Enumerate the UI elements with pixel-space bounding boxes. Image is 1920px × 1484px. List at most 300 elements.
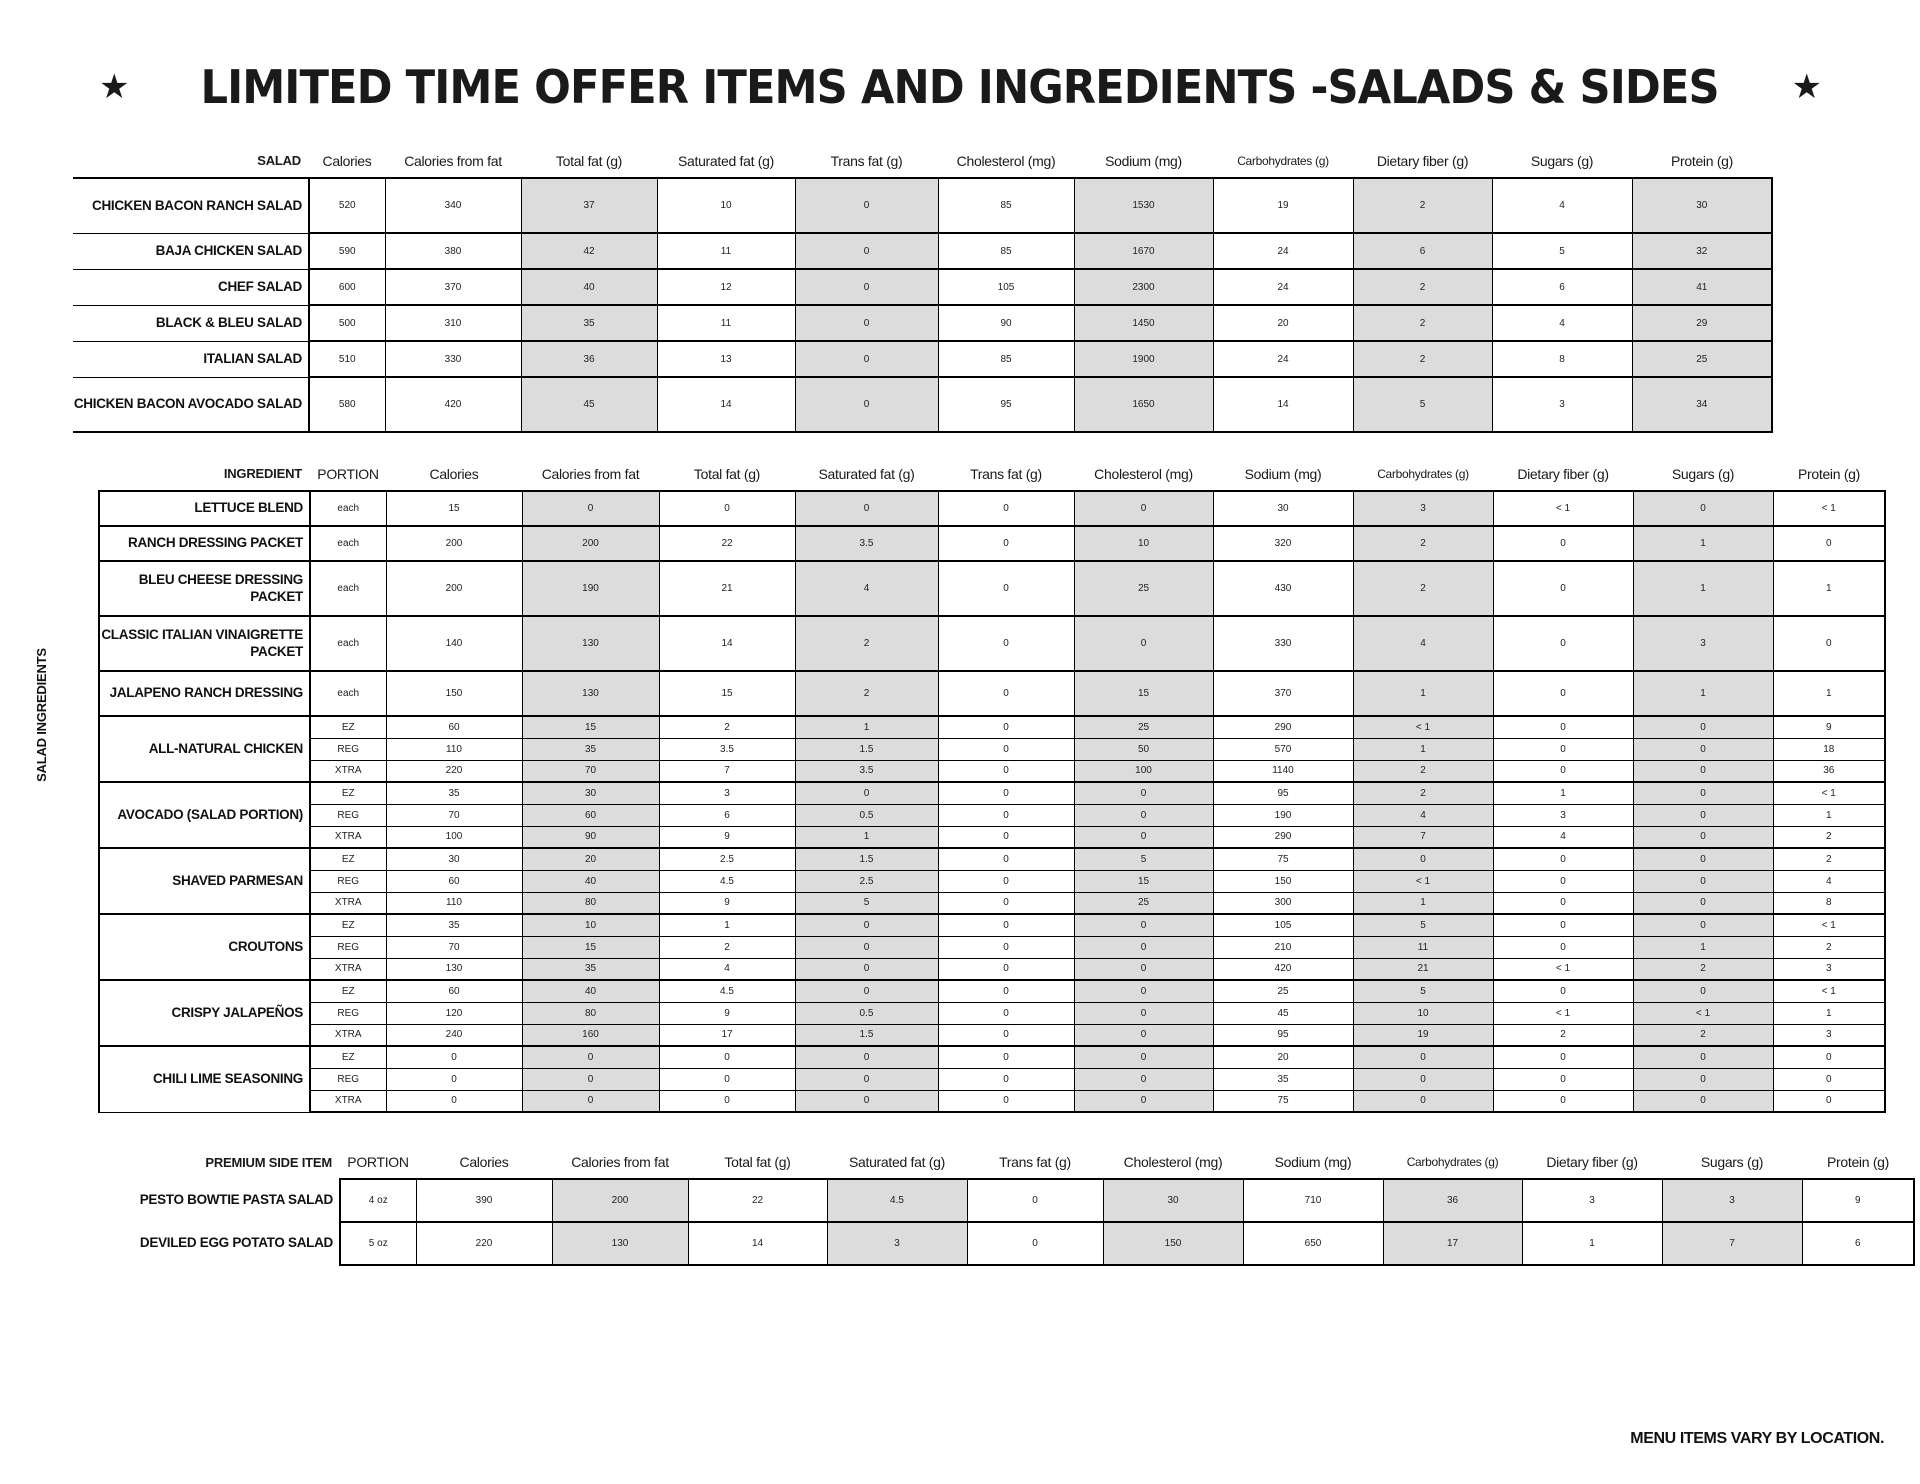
value-cell: 0 <box>938 804 1074 826</box>
table-row <box>99 738 1885 760</box>
column-header-saturated-fat-g: Saturated fat (g) <box>677 152 775 169</box>
column-header-total-fat-g: Total fat (g) <box>693 465 761 482</box>
value-cell: 7 <box>1662 1222 1802 1265</box>
value-cell: 3 <box>1353 491 1493 526</box>
portion-cell: each <box>310 526 386 561</box>
ingredient-name: ALL-NATURAL CHICKEN <box>99 716 310 782</box>
value-cell: 5 <box>1492 233 1632 269</box>
portion-cell: EZ <box>310 716 386 738</box>
value-cell: 25 <box>1074 561 1213 616</box>
value-cell: 0 <box>659 1090 795 1112</box>
portion-cell: REG <box>310 738 386 760</box>
column-header-total-fat-g: Total fat (g) <box>724 1153 791 1170</box>
footer-note: MENU ITEMS VARY BY LOCATION. <box>1630 1430 1884 1447</box>
value-cell: 0 <box>1633 1090 1773 1112</box>
portion-cell: XTRA <box>310 958 386 980</box>
page-title-text: LIMITED TIME OFFER ITEMS AND INGREDIENTS -SALADS & SIDES <box>200 60 1720 114</box>
column-header-calories: Calories <box>322 152 372 169</box>
value-cell: 2 <box>1353 526 1493 561</box>
value-cell: 0 <box>1074 1046 1213 1068</box>
value-cell: 35 <box>522 958 659 980</box>
value-cell: 650 <box>1243 1222 1383 1265</box>
table-row <box>130 1179 1914 1222</box>
value-cell: 2.5 <box>659 848 795 870</box>
value-cell: 140 <box>386 616 522 671</box>
value-cell: 60 <box>386 716 522 738</box>
salad-ingredients-side-label: SALAD INGREDIENTS <box>34 648 49 782</box>
salad-name: BLACK & BLEU SALAD <box>73 305 309 341</box>
value-cell: 0 <box>659 491 795 526</box>
value-cell: 75 <box>1213 1090 1353 1112</box>
column-header-calories-from-fat: Calories from fat <box>541 465 640 482</box>
value-cell: 1 <box>1633 526 1773 561</box>
column-header-calories: Calories <box>429 465 479 482</box>
value-cell: 17 <box>659 1024 795 1046</box>
value-cell: 7 <box>659 760 795 782</box>
value-cell: 1140 <box>1213 760 1353 782</box>
column-header-sodium-mg: Sodium (mg) <box>1244 465 1322 482</box>
value-cell: 0 <box>1493 616 1633 671</box>
premium-side-column-header: PREMIUM SIDE ITEM <box>205 1154 332 1170</box>
value-cell: 2 <box>1633 958 1773 980</box>
portion-cell: REG <box>310 936 386 958</box>
column-header-dietary-fiber-g: Dietary fiber (g) <box>1376 152 1469 169</box>
table-row <box>99 1002 1885 1024</box>
table-row <box>99 936 1885 958</box>
value-cell: 1 <box>1493 782 1633 804</box>
table-row <box>99 892 1885 914</box>
value-cell: 510 <box>309 341 385 377</box>
table-row <box>99 958 1885 980</box>
table-row <box>73 269 1772 305</box>
value-cell: 1900 <box>1074 341 1213 377</box>
value-cell: 2 <box>1353 561 1493 616</box>
value-cell: 130 <box>552 1222 688 1265</box>
table-row <box>99 980 1885 1002</box>
value-cell: 4.5 <box>827 1179 967 1222</box>
value-cell: 30 <box>1103 1179 1243 1222</box>
value-cell: 1 <box>795 716 938 738</box>
table-row <box>99 914 1885 936</box>
value-cell: 15 <box>522 716 659 738</box>
value-cell: 95 <box>938 377 1074 432</box>
value-cell: 190 <box>1213 804 1353 826</box>
table-row <box>99 561 1885 616</box>
value-cell: 14 <box>657 377 795 432</box>
value-cell: 0 <box>938 1024 1074 1046</box>
column-header-dietary-fiber-g: Dietary fiber (g) <box>1546 1153 1638 1170</box>
value-cell: 100 <box>1074 760 1213 782</box>
value-cell: < 1 <box>1773 491 1885 526</box>
value-cell: 35 <box>1213 1068 1353 1090</box>
value-cell: 29 <box>1632 305 1772 341</box>
value-cell: 0 <box>1773 1046 1885 1068</box>
value-cell: 150 <box>1213 870 1353 892</box>
column-header-total-fat-g: Total fat (g) <box>555 152 623 169</box>
value-cell: 210 <box>1213 936 1353 958</box>
value-cell: 1 <box>1633 671 1773 716</box>
ingredient-name: LETTUCE BLEND <box>99 491 310 526</box>
value-cell: 420 <box>1213 958 1353 980</box>
value-cell: 0 <box>938 491 1074 526</box>
star-icon-right: ★ <box>1791 67 1822 107</box>
portion-cell: EZ <box>310 914 386 936</box>
value-cell: 20 <box>522 848 659 870</box>
value-cell: 0 <box>795 269 938 305</box>
table-row <box>99 616 1885 671</box>
value-cell: 10 <box>522 914 659 936</box>
value-cell: 130 <box>386 958 522 980</box>
value-cell: 4 <box>659 958 795 980</box>
value-cell: 9 <box>1802 1179 1914 1222</box>
portion-cell: each <box>310 616 386 671</box>
column-header-calories: Calories <box>459 1153 509 1170</box>
column-header-calories-from-fat: Calories from fat <box>571 1153 669 1170</box>
salad-name: CHICKEN BACON AVOCADO SALAD <box>73 377 309 432</box>
value-cell: 0 <box>795 341 938 377</box>
salad-nutrition-table <box>73 144 1773 433</box>
value-cell: 0 <box>1353 1046 1493 1068</box>
ingredient-name: CHILI LIME SEASONING <box>99 1046 310 1112</box>
value-cell: 0 <box>938 936 1074 958</box>
value-cell: < 1 <box>1353 716 1493 738</box>
value-cell: 0 <box>1493 526 1633 561</box>
column-header-carbohydrates-g: Carbohydrates (g) <box>1237 153 1329 168</box>
value-cell: 5 <box>1353 377 1492 432</box>
portion-cell: each <box>310 671 386 716</box>
value-cell: 0 <box>1493 892 1633 914</box>
value-cell: 2 <box>1773 826 1885 848</box>
value-cell: 0 <box>967 1179 1103 1222</box>
portion-cell: XTRA <box>310 892 386 914</box>
value-cell: 1 <box>1633 561 1773 616</box>
value-cell: 3.5 <box>795 526 938 561</box>
value-cell: 9 <box>659 892 795 914</box>
value-cell: 570 <box>1213 738 1353 760</box>
value-cell: 0 <box>938 1002 1074 1024</box>
value-cell: 0 <box>1633 870 1773 892</box>
value-cell: 2 <box>1353 782 1493 804</box>
value-cell: 5 <box>1353 914 1493 936</box>
value-cell: 3 <box>1773 958 1885 980</box>
ingredient-name: CLASSIC ITALIAN VINAIGRETTE PACKET <box>99 616 310 671</box>
value-cell: 0 <box>938 980 1074 1002</box>
value-cell: 3.5 <box>659 738 795 760</box>
column-header-calories-from-fat: Calories from fat <box>404 152 502 169</box>
value-cell: 0 <box>938 738 1074 760</box>
value-cell: 200 <box>386 561 522 616</box>
value-cell: 0 <box>1633 491 1773 526</box>
value-cell: 0 <box>522 1068 659 1090</box>
value-cell: < 1 <box>1773 914 1885 936</box>
value-cell: 70 <box>386 936 522 958</box>
value-cell: 100 <box>386 826 522 848</box>
ingredient-column-header: INGREDIENT <box>223 466 302 481</box>
value-cell: 105 <box>938 269 1074 305</box>
value-cell: 0 <box>659 1046 795 1068</box>
value-cell: 580 <box>309 377 385 432</box>
value-cell: 0 <box>1074 1090 1213 1112</box>
value-cell: 15 <box>1074 671 1213 716</box>
value-cell: 310 <box>385 305 521 341</box>
value-cell: 0 <box>386 1046 522 1068</box>
table-row <box>99 826 1885 848</box>
value-cell: 85 <box>938 233 1074 269</box>
value-cell: 0 <box>938 1046 1074 1068</box>
value-cell: 1.5 <box>795 738 938 760</box>
value-cell: 17 <box>1383 1222 1522 1265</box>
value-cell: 24 <box>1213 341 1353 377</box>
portion-cell: EZ <box>310 782 386 804</box>
value-cell: 4 <box>795 561 938 616</box>
value-cell: 0 <box>795 1068 938 1090</box>
value-cell: 15 <box>1074 870 1213 892</box>
value-cell: 0 <box>522 491 659 526</box>
value-cell: 0 <box>1353 848 1493 870</box>
value-cell: < 1 <box>1353 870 1493 892</box>
column-header-trans-fat-g: Trans fat (g) <box>830 152 903 169</box>
value-cell: 0 <box>1074 782 1213 804</box>
value-cell: 14 <box>688 1222 827 1265</box>
value-cell: 11 <box>657 233 795 269</box>
value-cell: 0 <box>938 826 1074 848</box>
table-row <box>99 491 1885 526</box>
portion-cell: 4 oz <box>340 1179 416 1222</box>
portion-cell: REG <box>310 870 386 892</box>
value-cell: 15 <box>522 936 659 958</box>
value-cell: 6 <box>1492 269 1632 305</box>
portion-cell: XTRA <box>310 1090 386 1112</box>
value-cell: 70 <box>522 760 659 782</box>
value-cell: 80 <box>522 1002 659 1024</box>
value-cell: 0 <box>1074 958 1213 980</box>
value-cell: 24 <box>1213 233 1353 269</box>
value-cell: 0 <box>938 760 1074 782</box>
value-cell: 0 <box>938 782 1074 804</box>
value-cell: 95 <box>1213 1024 1353 1046</box>
value-cell: 0 <box>795 958 938 980</box>
value-cell: 0 <box>795 178 938 233</box>
value-cell: 25 <box>1074 892 1213 914</box>
table-row <box>73 341 1772 377</box>
value-cell: 0 <box>1353 1068 1493 1090</box>
value-cell: 4 <box>1492 178 1632 233</box>
value-cell: 4 <box>1493 826 1633 848</box>
value-cell: 12 <box>657 269 795 305</box>
column-header-protein-g: Protein (g) <box>1797 465 1861 482</box>
value-cell: 0 <box>1493 914 1633 936</box>
value-cell: 14 <box>659 616 795 671</box>
value-cell: 1650 <box>1074 377 1213 432</box>
value-cell: 0 <box>522 1046 659 1068</box>
value-cell: 2 <box>795 671 938 716</box>
column-header-sugars-g: Sugars (g) <box>1671 465 1735 482</box>
value-cell: 2 <box>1353 269 1492 305</box>
column-header-portion: PORTION <box>317 465 379 482</box>
value-cell: 0 <box>1074 980 1213 1002</box>
value-cell: 45 <box>1213 1002 1353 1024</box>
value-cell: 7 <box>1353 826 1493 848</box>
value-cell: 40 <box>521 269 657 305</box>
value-cell: 0 <box>1493 760 1633 782</box>
value-cell: < 1 <box>1633 1002 1773 1024</box>
value-cell: 1670 <box>1074 233 1213 269</box>
value-cell: 1 <box>1773 804 1885 826</box>
portion-cell: EZ <box>310 980 386 1002</box>
value-cell: 36 <box>1773 760 1885 782</box>
value-cell: 75 <box>1213 848 1353 870</box>
column-header-protein-g: Protein (g) <box>1826 1153 1890 1170</box>
value-cell: 90 <box>522 826 659 848</box>
value-cell: 24 <box>1213 269 1353 305</box>
value-cell: 600 <box>309 269 385 305</box>
value-cell: 1 <box>1773 671 1885 716</box>
value-cell: 1 <box>1522 1222 1662 1265</box>
value-cell: 18 <box>1773 738 1885 760</box>
value-cell: 9 <box>659 1002 795 1024</box>
value-cell: 1 <box>1633 936 1773 958</box>
salad-name: BAJA CHICKEN SALAD <box>73 233 309 269</box>
value-cell: 240 <box>386 1024 522 1046</box>
value-cell: 15 <box>659 671 795 716</box>
value-cell: 105 <box>1213 914 1353 936</box>
value-cell: 35 <box>521 305 657 341</box>
value-cell: 2 <box>659 936 795 958</box>
value-cell: 0 <box>1493 1068 1633 1090</box>
value-cell: 0 <box>938 616 1074 671</box>
value-cell: 4 <box>1773 870 1885 892</box>
column-header-protein-g: Protein (g) <box>1670 152 1734 169</box>
value-cell: 0 <box>795 305 938 341</box>
value-cell: 2 <box>1353 178 1492 233</box>
value-cell: 290 <box>1213 716 1353 738</box>
value-cell: 1 <box>1353 892 1493 914</box>
value-cell: 0 <box>1633 892 1773 914</box>
column-header-portion: PORTION <box>347 1153 409 1170</box>
value-cell: 0 <box>1074 914 1213 936</box>
value-cell: 2 <box>1353 760 1493 782</box>
table-row <box>130 1222 1914 1265</box>
value-cell: 1 <box>1773 561 1885 616</box>
value-cell: 37 <box>521 178 657 233</box>
side-item-name: PESTO BOWTIE PASTA SALAD <box>139 1192 333 1208</box>
table-row <box>99 1024 1885 1046</box>
value-cell: 0 <box>938 892 1074 914</box>
value-cell: 1.5 <box>795 848 938 870</box>
value-cell: 0 <box>1633 826 1773 848</box>
value-cell: 2 <box>1633 1024 1773 1046</box>
portion-cell: XTRA <box>310 760 386 782</box>
value-cell: 0 <box>795 980 938 1002</box>
value-cell: 0 <box>1633 782 1773 804</box>
value-cell: 80 <box>522 892 659 914</box>
value-cell: 2 <box>1773 848 1885 870</box>
value-cell: 9 <box>1773 716 1885 738</box>
value-cell: 0 <box>1074 936 1213 958</box>
value-cell: 35 <box>386 914 522 936</box>
table-row <box>73 233 1772 269</box>
value-cell: 0 <box>1074 826 1213 848</box>
premium-side-nutrition-table <box>130 1145 1915 1266</box>
value-cell: < 1 <box>1773 980 1885 1002</box>
value-cell: 5 <box>1353 980 1493 1002</box>
value-cell: 22 <box>659 526 795 561</box>
table-row <box>99 1046 1885 1068</box>
value-cell: 0 <box>1493 738 1633 760</box>
page-title <box>0 55 1920 119</box>
value-cell: 320 <box>1213 526 1353 561</box>
value-cell: 160 <box>522 1024 659 1046</box>
value-cell: 0 <box>1773 526 1885 561</box>
value-cell: 40 <box>522 980 659 1002</box>
value-cell: 5 <box>795 892 938 914</box>
portion-cell: REG <box>310 1002 386 1024</box>
value-cell: 30 <box>522 782 659 804</box>
value-cell: 0 <box>1074 616 1213 671</box>
value-cell: 20 <box>1213 305 1353 341</box>
value-cell: 380 <box>385 233 521 269</box>
value-cell: 30 <box>386 848 522 870</box>
table-row <box>99 526 1885 561</box>
value-cell: 0 <box>1633 848 1773 870</box>
column-header-dietary-fiber-g: Dietary fiber (g) <box>1517 465 1609 482</box>
salad-name: ITALIAN SALAD <box>73 341 309 377</box>
value-cell: 22 <box>688 1179 827 1222</box>
portion-cell: each <box>310 491 386 526</box>
value-cell: 13 <box>657 341 795 377</box>
value-cell: 0 <box>795 1046 938 1068</box>
ingredient-name: BLEU CHEESE DRESSING PACKET <box>99 561 310 616</box>
value-cell: 2 <box>795 616 938 671</box>
value-cell: 0 <box>386 1068 522 1090</box>
value-cell: 0 <box>1633 980 1773 1002</box>
value-cell: 2 <box>1493 1024 1633 1046</box>
value-cell: 110 <box>386 738 522 760</box>
value-cell: 0 <box>1633 914 1773 936</box>
value-cell: 0 <box>1493 671 1633 716</box>
value-cell: 10 <box>1074 526 1213 561</box>
value-cell: < 1 <box>1493 958 1633 980</box>
table-row <box>99 1090 1885 1112</box>
value-cell: 3 <box>1773 1024 1885 1046</box>
value-cell: 1.5 <box>795 1024 938 1046</box>
value-cell: 130 <box>522 616 659 671</box>
value-cell: 0 <box>938 848 1074 870</box>
value-cell: 190 <box>522 561 659 616</box>
column-header-sugars-g: Sugars (g) <box>1700 1153 1764 1170</box>
value-cell: 0 <box>1493 936 1633 958</box>
value-cell: 0 <box>938 716 1074 738</box>
value-cell: 35 <box>522 738 659 760</box>
value-cell: 0 <box>967 1222 1103 1265</box>
value-cell: 3 <box>1493 804 1633 826</box>
value-cell: 1530 <box>1074 178 1213 233</box>
value-cell: 0 <box>795 936 938 958</box>
value-cell: 85 <box>938 341 1074 377</box>
value-cell: 4.5 <box>659 980 795 1002</box>
value-cell: 6 <box>1353 233 1492 269</box>
value-cell: 32 <box>1632 233 1772 269</box>
value-cell: 35 <box>386 782 522 804</box>
ingredient-name: CROUTONS <box>99 914 310 980</box>
value-cell: 8 <box>1773 892 1885 914</box>
value-cell: 2.5 <box>795 870 938 892</box>
value-cell: 60 <box>522 804 659 826</box>
value-cell: 220 <box>416 1222 552 1265</box>
value-cell: 0 <box>938 671 1074 716</box>
portion-cell: REG <box>310 804 386 826</box>
value-cell: 3.5 <box>795 760 938 782</box>
